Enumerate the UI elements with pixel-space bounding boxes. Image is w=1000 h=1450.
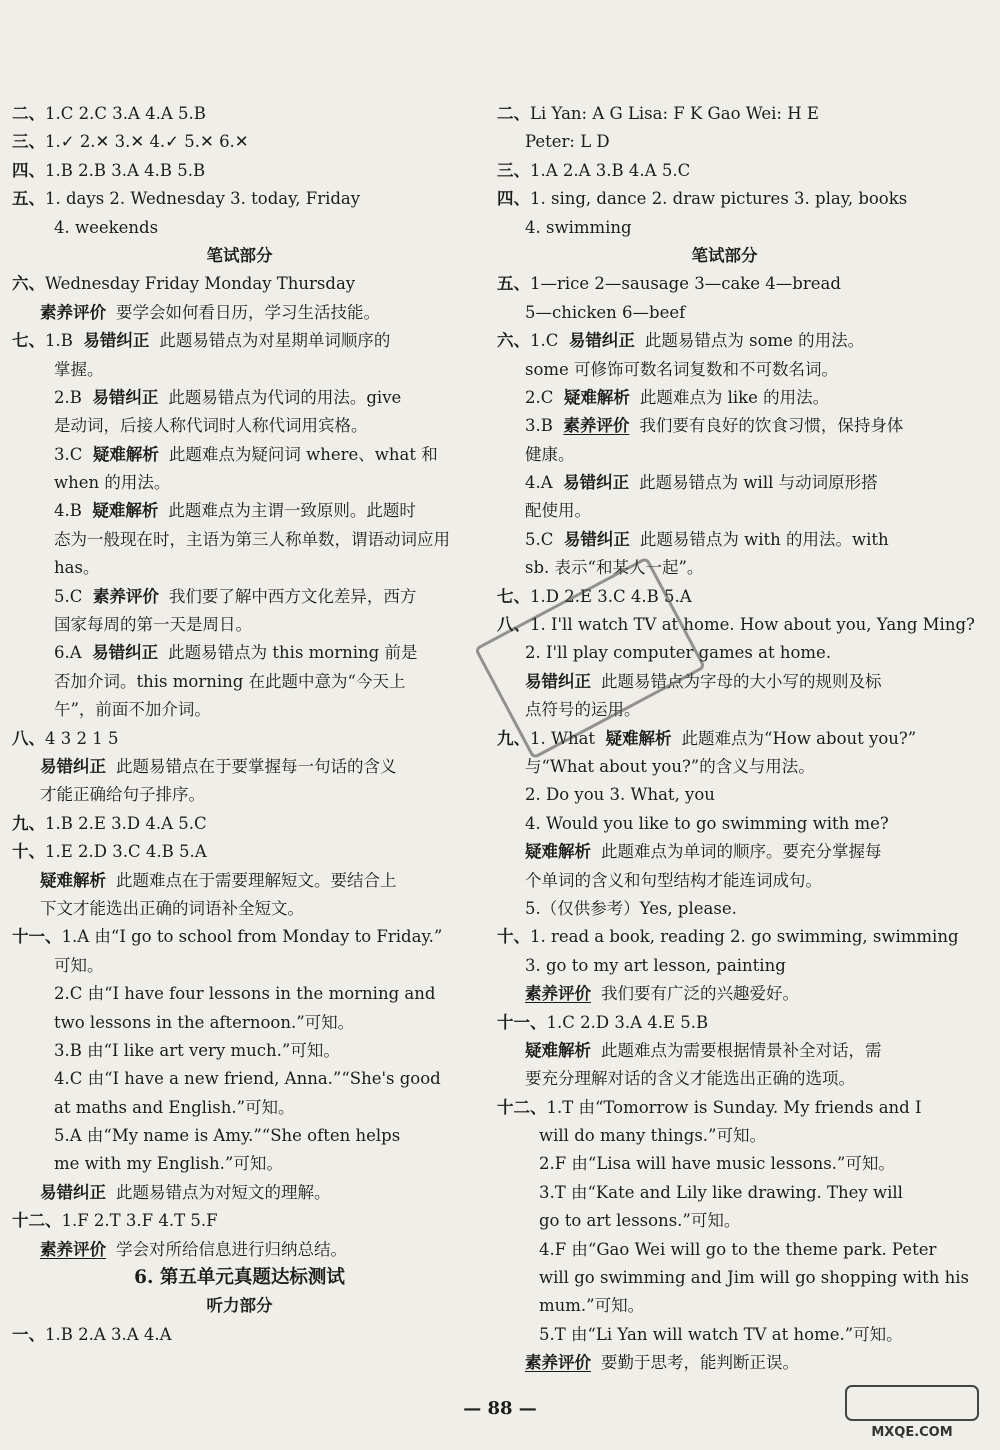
answer-text: has。 xyxy=(54,558,100,578)
answer-line xyxy=(12,128,467,156)
answer-text: 1.✓ 2.✕ 3.✕ 4.✓ 5.✕ 6.✕ xyxy=(45,132,249,152)
answer-text: 3. go to my art lesson, painting xyxy=(525,955,786,975)
section-number: 五、 xyxy=(12,189,45,209)
answer-line xyxy=(12,923,467,951)
answer-text: 是动词，后接人称代词时人称代词用宾格。 xyxy=(54,416,368,436)
answer-line xyxy=(497,214,952,242)
answer-line xyxy=(12,753,467,781)
answer-line xyxy=(12,327,467,355)
answer-text: 2.C xyxy=(525,387,554,407)
answer-text: 可知。 xyxy=(54,955,104,975)
answer-text: 3.B 由“I like art very much.”可知。 xyxy=(54,1040,340,1060)
answer-text: 否加介词。this morning 在此题中意为“今天上 xyxy=(54,671,406,691)
answer-line xyxy=(12,1207,467,1235)
section-number: 十、 xyxy=(12,842,45,862)
answer-text: 5.C xyxy=(525,529,554,549)
answer-line xyxy=(497,1207,952,1235)
answer-text: 4.B xyxy=(54,501,82,521)
answer-line xyxy=(12,100,467,128)
answer-line xyxy=(497,838,952,866)
answer-text: 5—chicken 6—beef xyxy=(525,302,686,322)
answer-text: 1. days 2. Wednesday 3. today, Friday xyxy=(45,189,361,209)
note-text: 此题易错点为 some 的用法。 xyxy=(644,331,865,351)
answer-line xyxy=(497,1065,952,1093)
answer-line xyxy=(12,725,467,753)
section-number: 八、 xyxy=(12,728,45,748)
section-number: 三、 xyxy=(12,132,45,152)
answer-text: two lessons in the afternoon.”可知。 xyxy=(54,1012,355,1032)
note-tag: 素养评价 xyxy=(92,586,159,606)
answer-line xyxy=(497,412,952,440)
answer-line xyxy=(12,1037,467,1065)
note-tag: 素养评价 xyxy=(525,1353,591,1373)
answer-text: 与“What about you?”的含义与用法。 xyxy=(525,756,815,776)
answer-text: 此题易错点为字母的大小写的规则及标 xyxy=(601,671,882,691)
answer-text: 1.C 2.C 3.A 4.A 5.B xyxy=(45,104,206,123)
answer-text: 5.C xyxy=(54,586,83,606)
answer-text: 1.C 2.D 3.A 4.E 5.B xyxy=(546,1012,709,1032)
answer-text: 此题易错点在于要掌握每一句话的含义 xyxy=(116,756,397,776)
note-tag: 疑难解析 xyxy=(92,444,159,464)
answer-text: 3.B xyxy=(525,416,553,436)
answer-text: 健康。 xyxy=(525,444,575,464)
answer-line xyxy=(497,1179,952,1207)
answer-text: mum.”可知。 xyxy=(539,1296,645,1316)
answer-line xyxy=(497,327,952,355)
answer-line xyxy=(497,1122,952,1150)
section-number: 十一、 xyxy=(497,1012,547,1032)
answer-text: 1. What xyxy=(530,728,596,748)
answer-text: 1—rice 2—sausage 3—cake 4—bread xyxy=(530,274,841,294)
answer-text: sb. 表示“和某人一起”。 xyxy=(525,558,704,578)
answer-text: 听力部分 xyxy=(206,1296,273,1316)
answer-text: 2.B xyxy=(54,387,82,407)
answer-line xyxy=(497,753,952,781)
answer-text: 个单词的含义和句型结构才能连词成句。 xyxy=(525,870,822,890)
answer-line xyxy=(497,895,952,923)
section-number: 五、 xyxy=(497,274,530,294)
answer-text: 4. weekends xyxy=(54,217,159,237)
answer-line xyxy=(497,526,952,554)
answer-line xyxy=(12,611,467,639)
answer-line xyxy=(12,810,467,838)
answer-text: 6.A xyxy=(54,643,82,663)
answer-text: 1.T 由“Tomorrow is Sunday. My friends and I xyxy=(546,1097,922,1117)
note-tag: 易错纠正 xyxy=(83,331,150,351)
answer-text: 要充分理解对话的含义才能选出正确的选项。 xyxy=(525,1069,855,1089)
section-number: 二、 xyxy=(497,104,530,123)
answer-text: 4 3 2 1 5 xyxy=(45,728,119,748)
answer-text: 笔试部分 xyxy=(206,245,273,265)
answer-line xyxy=(12,980,467,1008)
answer-line xyxy=(12,781,467,809)
note-text: 我们要了解中西方文化差异，西方 xyxy=(168,586,417,606)
answer-text: at maths and English.”可知。 xyxy=(54,1097,295,1117)
section-number: 九、 xyxy=(12,813,45,833)
note-tag: 易错纠正 xyxy=(563,529,630,549)
answer-text: 6. 第五单元真题达标测试 xyxy=(134,1267,345,1289)
answer-text: 掌握。 xyxy=(54,359,104,379)
answer-text: 4.C 由“I have a new friend, Anna.”“She's good xyxy=(54,1069,441,1089)
answer-text: 1.D 2.E 3.C 4.B 5.A xyxy=(530,586,692,606)
answer-text: 3.C xyxy=(54,444,83,464)
answer-text: 此题难点在于需要理解短文。要结合上 xyxy=(116,870,397,890)
answer-line xyxy=(12,157,467,185)
note-text: 此题易错点为 with 的用法。with xyxy=(639,529,889,549)
answer-line xyxy=(12,299,467,327)
answer-text: 2.F 由“Lisa will have music lessons.”可知。 xyxy=(539,1154,895,1174)
answer-line xyxy=(497,980,952,1008)
note-tag: 易错纠正 xyxy=(568,331,635,351)
answer-text: 国家每周的第一天是周日。 xyxy=(54,615,252,635)
answer-line xyxy=(12,497,467,525)
answer-line xyxy=(497,384,952,412)
answer-line xyxy=(497,1236,952,1264)
answer-line xyxy=(12,1264,467,1292)
answer-line xyxy=(497,810,952,838)
left-column xyxy=(12,100,467,1349)
note-tag: 疑难解析 xyxy=(525,1040,591,1060)
answer-line xyxy=(497,356,952,384)
section-number: 六、 xyxy=(497,331,530,351)
answer-text: 1. read a book, reading 2. go swimming, swimming xyxy=(530,927,959,947)
answer-text: 4.F 由“Gao Wei will go to the theme park. Peter xyxy=(539,1239,937,1259)
answer-text: 学会对所给信息进行归纳总结。 xyxy=(116,1239,347,1259)
answer-text: me with my English.”可知。 xyxy=(54,1154,283,1174)
answer-line xyxy=(12,696,467,724)
answer-text: 1.B 2.A 3.A 4.A xyxy=(45,1324,172,1344)
note-tag: 易错纠正 xyxy=(40,756,106,776)
note-text: 此题易错点为代词的用法。give xyxy=(168,387,402,407)
answer-line xyxy=(497,1150,952,1178)
note-tag: 素养评价 xyxy=(563,416,630,436)
answer-text: 1. I'll watch TV at home. How about you, Yang Ming? xyxy=(530,615,975,635)
answer-text: 4. Would you like to go swimming with me? xyxy=(525,813,889,833)
section-number: 一、 xyxy=(12,1324,45,1344)
note-tag: 素养评价 xyxy=(525,984,591,1004)
answer-text: 此题难点为需要根据情景补全对话，需 xyxy=(601,1040,882,1060)
answer-line xyxy=(497,923,959,951)
answer-text: 1.F 2.T 3.F 4.T 5.F xyxy=(61,1211,218,1231)
answer-line xyxy=(497,554,952,582)
answer-line xyxy=(497,1264,969,1292)
answer-line xyxy=(497,1292,952,1320)
answer-line xyxy=(12,356,467,384)
answer-text: when 的用法。 xyxy=(54,473,171,493)
answer-text: 笔试部分 xyxy=(691,245,758,265)
answer-text: 1.A 由“I go to school from Monday to Friday.” xyxy=(61,927,443,947)
answer-line xyxy=(12,668,467,696)
answer-line xyxy=(12,412,467,440)
answer-line xyxy=(497,157,952,185)
answer-text: 午”，前面不加介词。 xyxy=(54,700,211,720)
answer-text: 点符号的运用。 xyxy=(525,700,641,720)
note-tag: 疑难解析 xyxy=(525,842,591,862)
answer-line xyxy=(12,952,467,980)
answer-line xyxy=(12,1122,467,1150)
section-number: 八、 xyxy=(497,615,530,635)
section-number: 二、 xyxy=(12,104,45,123)
note-tag: 易错纠正 xyxy=(92,387,159,407)
answer-line xyxy=(12,554,467,582)
section-number: 十、 xyxy=(497,927,530,947)
answer-line xyxy=(12,1065,467,1093)
answer-line xyxy=(497,497,952,525)
answer-text: 5.A 由“My name is Amy.”“She often helps xyxy=(54,1126,401,1146)
answer-text: 要勤于思考，能判断正误。 xyxy=(601,1353,799,1373)
answer-text: 1.B 2.E 3.D 4.A 5.C xyxy=(45,813,207,833)
answer-text: 要学会如何看日历，学习生活技能。 xyxy=(116,302,380,322)
answer-text: Wednesday Friday Monday Thursday xyxy=(45,274,356,294)
answer-line xyxy=(12,1150,467,1178)
answer-text: 此题易错点为对短文的理解。 xyxy=(116,1182,331,1202)
answer-text: 此题难点为单词的顺序。要充分掌握每 xyxy=(601,842,882,862)
note-tag: 素养评价 xyxy=(40,1239,106,1259)
answer-text: 1.E 2.D 3.C 4.B 5.A xyxy=(45,842,207,862)
answer-text: will do many things.”可知。 xyxy=(539,1126,766,1146)
answer-line xyxy=(12,242,467,270)
answer-text: 2.C 由“I have four lessons in the morning and xyxy=(54,984,436,1004)
note-text: 此题难点为“How about you?” xyxy=(681,728,917,748)
note-tag: 易错纠正 xyxy=(40,1182,106,1202)
answer-text: 5.（仅供参考）Yes, please. xyxy=(525,898,737,918)
answer-text: 1. sing, dance 2. draw pictures 3. play, books xyxy=(530,189,908,209)
answer-line xyxy=(497,128,952,156)
answer-line xyxy=(12,441,467,469)
note-text: 此题难点为疑问词 where、what 和 xyxy=(168,444,438,464)
answer-line xyxy=(497,1037,952,1065)
section-number: 九、 xyxy=(497,728,530,748)
answer-line xyxy=(497,1321,952,1349)
answer-line xyxy=(12,384,467,412)
answer-text: 5.T 由“Li Yan will watch TV at home.”可知。 xyxy=(539,1324,903,1344)
answer-text: 态为一般现在时，主语为第三人称单数，谓语动词应用 xyxy=(54,529,450,549)
page-number: — 88 — xyxy=(463,1398,537,1419)
section-number: 十一、 xyxy=(12,927,62,947)
section-number: 四、 xyxy=(12,160,45,180)
answer-line xyxy=(497,299,952,327)
answer-text: 2. I'll play computer games at home. xyxy=(525,643,832,663)
answer-line xyxy=(497,242,952,270)
watermark-text: MXQE.COM xyxy=(871,1425,953,1440)
note-tag: 易错纠正 xyxy=(525,671,591,691)
section-number: 七、 xyxy=(497,586,530,606)
answer-line xyxy=(497,100,952,128)
answer-line xyxy=(12,867,467,895)
answer-text: Li Yan: A G Lisa: F K Gao Wei: H E xyxy=(530,104,819,123)
answer-line xyxy=(12,639,467,667)
answer-line xyxy=(497,1349,952,1377)
answer-text: 1.C xyxy=(530,331,559,351)
answer-text: Peter: L D xyxy=(525,132,610,152)
note-text: 我们要有良好的饮食习惯，保持身体 xyxy=(639,416,904,436)
answer-text: 4.A xyxy=(525,473,553,493)
answer-text: some 可修饰可数名词复数和不可数名词。 xyxy=(525,359,839,379)
answer-line xyxy=(12,583,467,611)
answer-line xyxy=(497,867,952,895)
answer-line xyxy=(12,1094,467,1122)
answer-text: will go swimming and Jim will go shopping with his xyxy=(539,1268,969,1288)
answer-text: 1.B 2.B 3.A 4.B 5.B xyxy=(45,160,206,180)
section-number: 四、 xyxy=(497,189,530,209)
answer-text: 1.B xyxy=(45,331,73,351)
answer-line xyxy=(497,1094,952,1122)
answer-line xyxy=(12,1292,467,1320)
note-tag: 易错纠正 xyxy=(92,643,159,663)
answer-text: 我们要有广泛的兴趣爱好。 xyxy=(601,984,799,1004)
answer-line xyxy=(497,952,952,980)
answer-line xyxy=(12,1321,467,1349)
answer-line xyxy=(12,1179,467,1207)
answer-line xyxy=(12,838,467,866)
note-text: 此题难点为 like 的用法。 xyxy=(639,387,830,407)
note-tag: 疑难解析 xyxy=(92,501,159,521)
answer-line xyxy=(497,469,952,497)
answer-text: 下文才能选出正确的词语补全短文。 xyxy=(40,898,304,918)
answer-line xyxy=(12,526,467,554)
note-text: 此题易错点为 this morning 前是 xyxy=(168,643,418,663)
note-tag: 素养评价 xyxy=(40,302,106,322)
section-number: 十二、 xyxy=(497,1097,547,1117)
answer-text: 1.A 2.A 3.B 4.A 5.C xyxy=(530,160,691,180)
note-text: 此题易错点为 will 与动词原形搭 xyxy=(639,473,878,493)
note-tag: 疑难解析 xyxy=(563,387,630,407)
answer-line xyxy=(12,1236,467,1264)
answer-text: 才能正确给句子排序。 xyxy=(40,785,205,805)
note-tag: 易错纠正 xyxy=(563,473,630,493)
answer-line xyxy=(497,1009,952,1037)
note-tag: 疑难解析 xyxy=(605,728,672,748)
answer-line xyxy=(497,781,952,809)
answer-line xyxy=(497,270,952,298)
answer-text: 2. Do you 3. What, you xyxy=(525,785,715,805)
section-number: 十二、 xyxy=(12,1211,62,1231)
answer-text: 3.T 由“Kate and Lily like drawing. They will xyxy=(539,1182,903,1202)
answer-text: 4. swimming xyxy=(525,217,632,237)
answer-line xyxy=(12,270,467,298)
answer-line xyxy=(12,1009,467,1037)
answer-text: 配使用。 xyxy=(525,501,591,521)
watermark-logo xyxy=(842,1382,982,1442)
answer-text: go to art lessons.”可知。 xyxy=(539,1211,741,1231)
note-text: 此题易错点为对星期单词顺序的 xyxy=(159,331,391,351)
answer-line xyxy=(12,185,467,213)
answer-line xyxy=(497,185,952,213)
section-number: 六、 xyxy=(12,274,45,294)
answer-line xyxy=(497,441,952,469)
answer-line xyxy=(12,895,467,923)
note-text: 此题难点为主谓一致原则。此题时 xyxy=(168,501,416,521)
section-number: 三、 xyxy=(497,160,530,180)
note-tag: 疑难解析 xyxy=(40,870,106,890)
answer-line xyxy=(12,469,467,497)
section-number: 七、 xyxy=(12,331,45,351)
answer-line xyxy=(12,214,467,242)
